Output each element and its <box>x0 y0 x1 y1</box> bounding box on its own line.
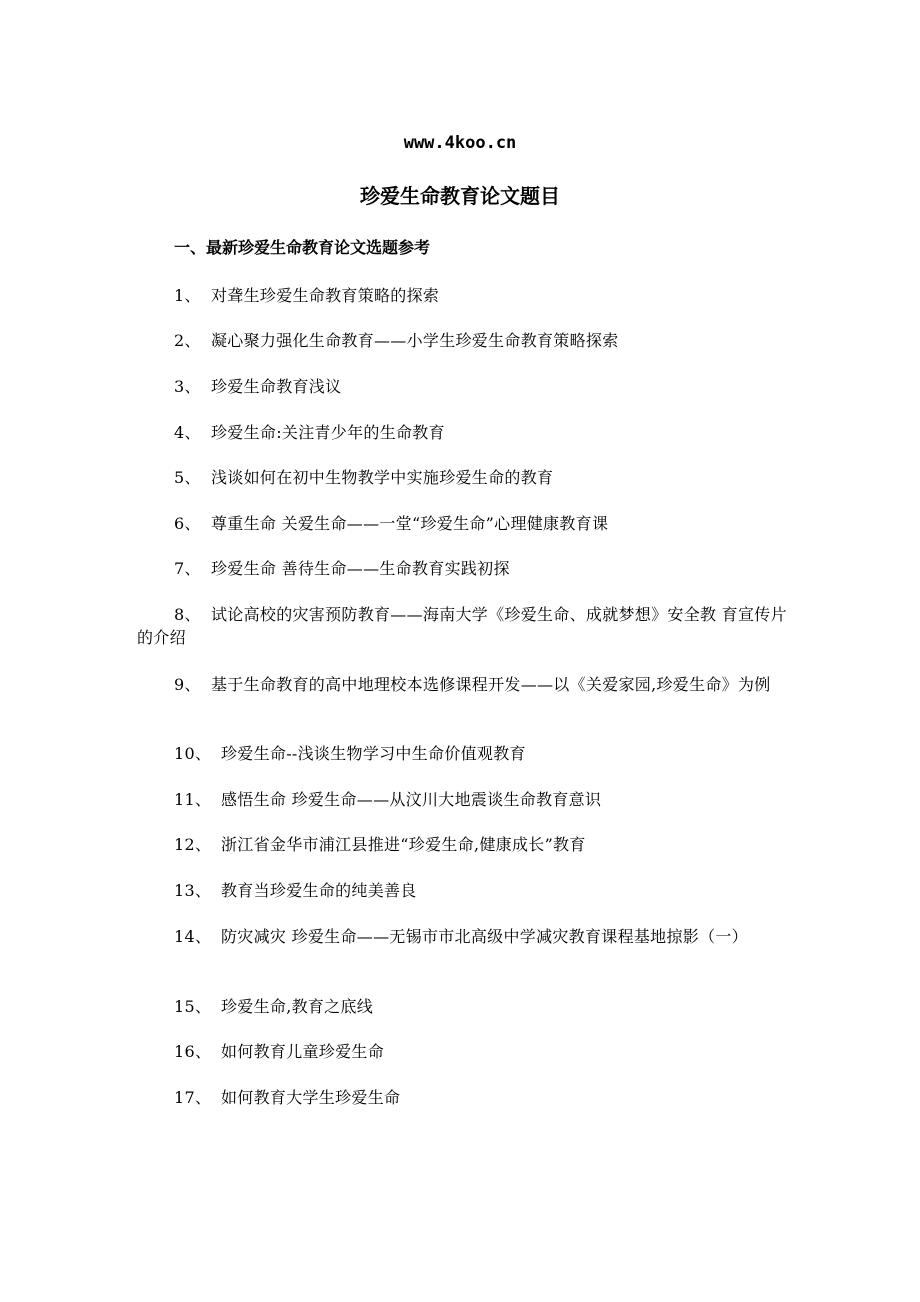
list-item <box>137 879 787 902</box>
list-item <box>137 673 787 696</box>
item-number: 4、 <box>174 423 201 442</box>
item-text: 基于生命教育的高中地理校本选修课程开发——以《关爱家园,珍爱生命》为例 <box>211 675 771 694</box>
list-item <box>137 284 787 307</box>
item-text: 珍爱生命--浅谈生物学习中生命价值观教育 <box>221 744 526 763</box>
list-item <box>137 788 787 811</box>
list-item <box>137 329 787 352</box>
item-number: 15、 <box>174 997 212 1016</box>
list-item <box>137 557 787 580</box>
list-item <box>137 1040 787 1063</box>
list-item <box>137 375 787 398</box>
list-item <box>137 995 787 1018</box>
item-number: 17、 <box>174 1088 212 1107</box>
item-text: 浙江省金华市浦江县推进“珍爱生命,健康成长”教育 <box>221 835 586 854</box>
item-number: 10、 <box>174 744 212 763</box>
list-item <box>137 512 787 535</box>
site-url: www.4koo.cn <box>403 133 517 153</box>
list-item <box>137 742 787 765</box>
list-item <box>137 603 787 649</box>
item-text: 珍爱生命:关注青少年的生命教育 <box>211 423 445 442</box>
item-text: 凝心聚力强化生命教育——小学生珍爱生命教育策略探索 <box>211 331 619 350</box>
list-item <box>137 925 787 948</box>
list-item <box>137 1086 787 1109</box>
item-number: 12、 <box>174 835 212 854</box>
item-number: 14、 <box>174 927 212 946</box>
item-text: 珍爱生命 善待生命——生命教育实践初探 <box>211 559 510 578</box>
list-item <box>137 466 787 489</box>
list-item <box>137 833 787 856</box>
item-text: 试论高校的灾害预防教育——海南大学《珍爱生命、成就梦想》安全教 育宣传片的介绍 <box>137 605 787 647</box>
list-item <box>137 421 787 444</box>
item-number: 9、 <box>174 675 201 694</box>
item-text: 珍爱生命,教育之底线 <box>221 997 374 1016</box>
document-title: 珍爱生命教育论文题目 <box>360 184 560 208</box>
item-number: 6、 <box>174 514 201 533</box>
item-number: 13、 <box>174 881 212 900</box>
item-text: 如何教育儿童珍爱生命 <box>221 1042 385 1061</box>
item-text: 浅谈如何在初中生物教学中实施珍爱生命的教育 <box>211 468 554 487</box>
item-number: 1、 <box>174 286 201 305</box>
item-text: 尊重生命 关爱生命——一堂“珍爱生命”心理健康教育课 <box>211 514 609 533</box>
item-text: 如何教育大学生珍爱生命 <box>221 1088 401 1107</box>
item-number: 2、 <box>174 331 201 350</box>
item-text: 教育当珍爱生命的纯美善良 <box>221 881 417 900</box>
section-heading: 一、最新珍爱生命教育论文选题参考 <box>174 238 431 257</box>
item-number: 11、 <box>174 790 212 809</box>
item-number: 5、 <box>174 468 201 487</box>
item-number: 8、 <box>174 605 201 624</box>
item-number: 3、 <box>174 377 201 396</box>
item-text: 珍爱生命教育浅议 <box>211 377 342 396</box>
item-text: 防灾减灾 珍爱生命——无锡市市北高级中学减灾教育课程基地掠影（一） <box>221 927 748 946</box>
item-text: 感悟生命 珍爱生命——从汶川大地震谈生命教育意识 <box>221 790 602 809</box>
item-text: 对聋生珍爱生命教育策略的探索 <box>211 286 440 305</box>
item-number: 16、 <box>174 1042 212 1061</box>
item-number: 7、 <box>174 559 201 578</box>
